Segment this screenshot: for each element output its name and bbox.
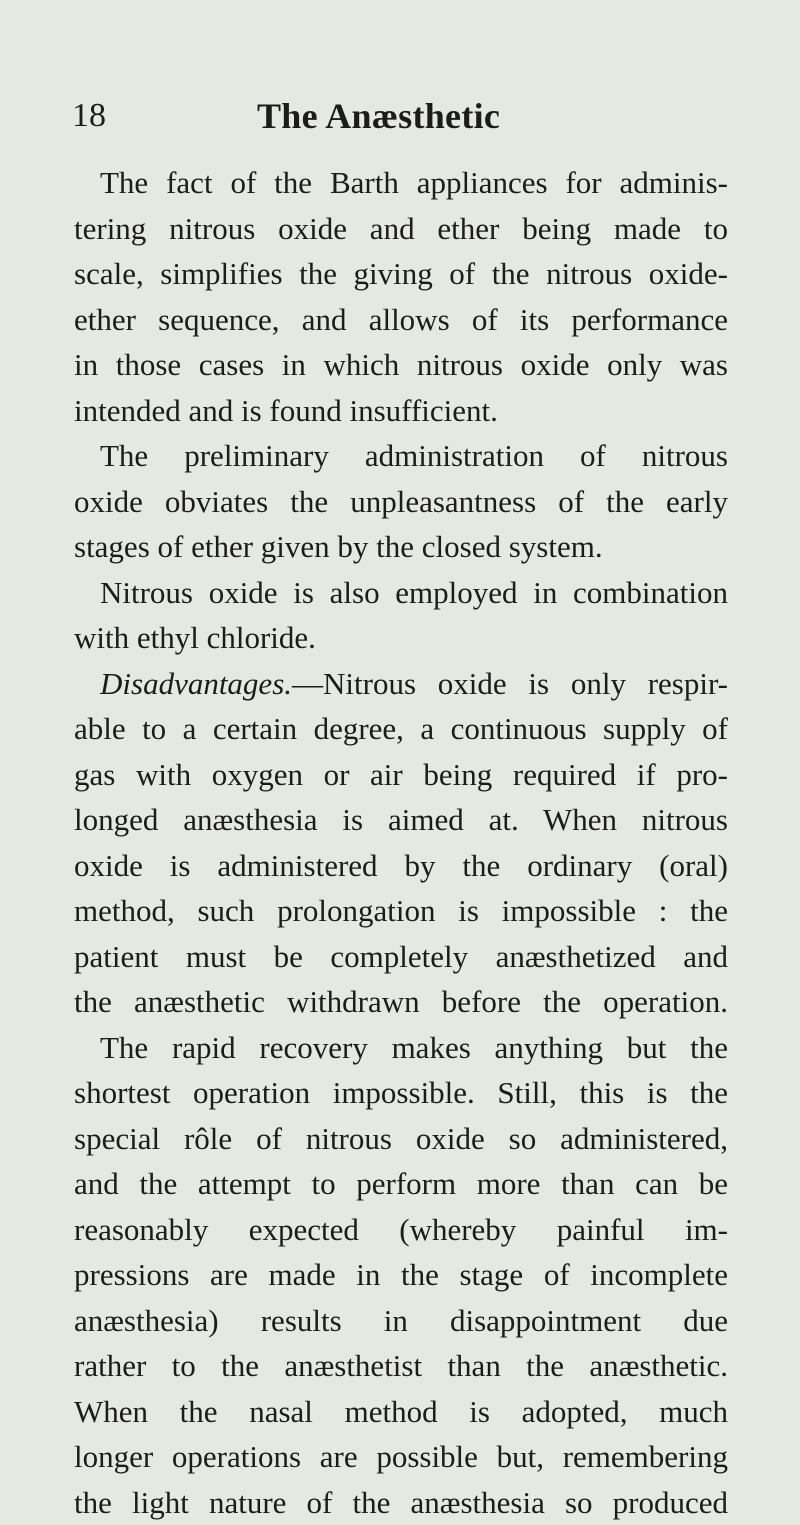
text-line: and the attempt to perform more than can be [74, 1161, 728, 1207]
text-line: the anæsthetic withdrawn before the operation. [74, 979, 728, 1025]
text-line: method, such prolongation is impossible : the [74, 888, 728, 934]
text-line-with-heading [74, 661, 728, 707]
text-line: scale, simplifies the giving of the nitrous oxide- [74, 251, 728, 297]
italic-heading: Disadvantages. [100, 666, 292, 701]
text-line: Nitrous oxide is also employed in combination [74, 570, 728, 616]
text-line: The preliminary administration of nitrous [74, 433, 728, 479]
text-line: ether sequence, and allows of its performance [74, 297, 728, 343]
text-line: shortest operation impossible. Still, this is the [74, 1070, 728, 1116]
text-line: in those cases in which nitrous oxide only was [74, 342, 728, 388]
text-line: intended and is found insufficient. [74, 388, 728, 434]
text-line: stages of ether given by the closed system. [74, 524, 728, 570]
text-line-remainder: —Nitrous oxide is only respir- [292, 666, 728, 701]
text-line: longed anæsthesia is aimed at. When nitrous [74, 797, 728, 843]
text-line: with ethyl chloride. [74, 615, 728, 661]
text-line: gas with oxygen or air being required if pro- [74, 752, 728, 798]
page-number: 18 [72, 96, 106, 136]
text-line: special rôle of nitrous oxide so administered, [74, 1116, 728, 1162]
text-line: oxide is administered by the ordinary (oral) [74, 843, 728, 889]
running-title: The Anæsthetic [257, 96, 500, 136]
text-line: longer operations are possible but, remembering [74, 1434, 728, 1480]
text-line: anæsthesia) results in disappointment due [74, 1298, 728, 1344]
text-line: The rapid recovery makes anything but the [74, 1025, 728, 1071]
text-line: rather to the anæsthetist than the anæsthetic. [74, 1343, 728, 1389]
text-line: The fact of the Barth appliances for adminis- [74, 160, 728, 206]
text-line: the light nature of the anæsthesia so produced [74, 1480, 728, 1525]
text-line: oxide obviates the unpleasantness of the early [74, 479, 728, 525]
text-line: patient must be completely anæsthetized and [74, 934, 728, 980]
text-line: pressions are made in the stage of incomplete [74, 1252, 728, 1298]
page-header [72, 96, 732, 146]
text-line: reasonably expected (whereby painful im- [74, 1207, 728, 1253]
body-text [74, 160, 728, 1525]
text-line: When the nasal method is adopted, much [74, 1389, 728, 1435]
text-line: tering nitrous oxide and ether being made to [74, 206, 728, 252]
text-line: able to a certain degree, a continuous supply of [74, 706, 728, 752]
